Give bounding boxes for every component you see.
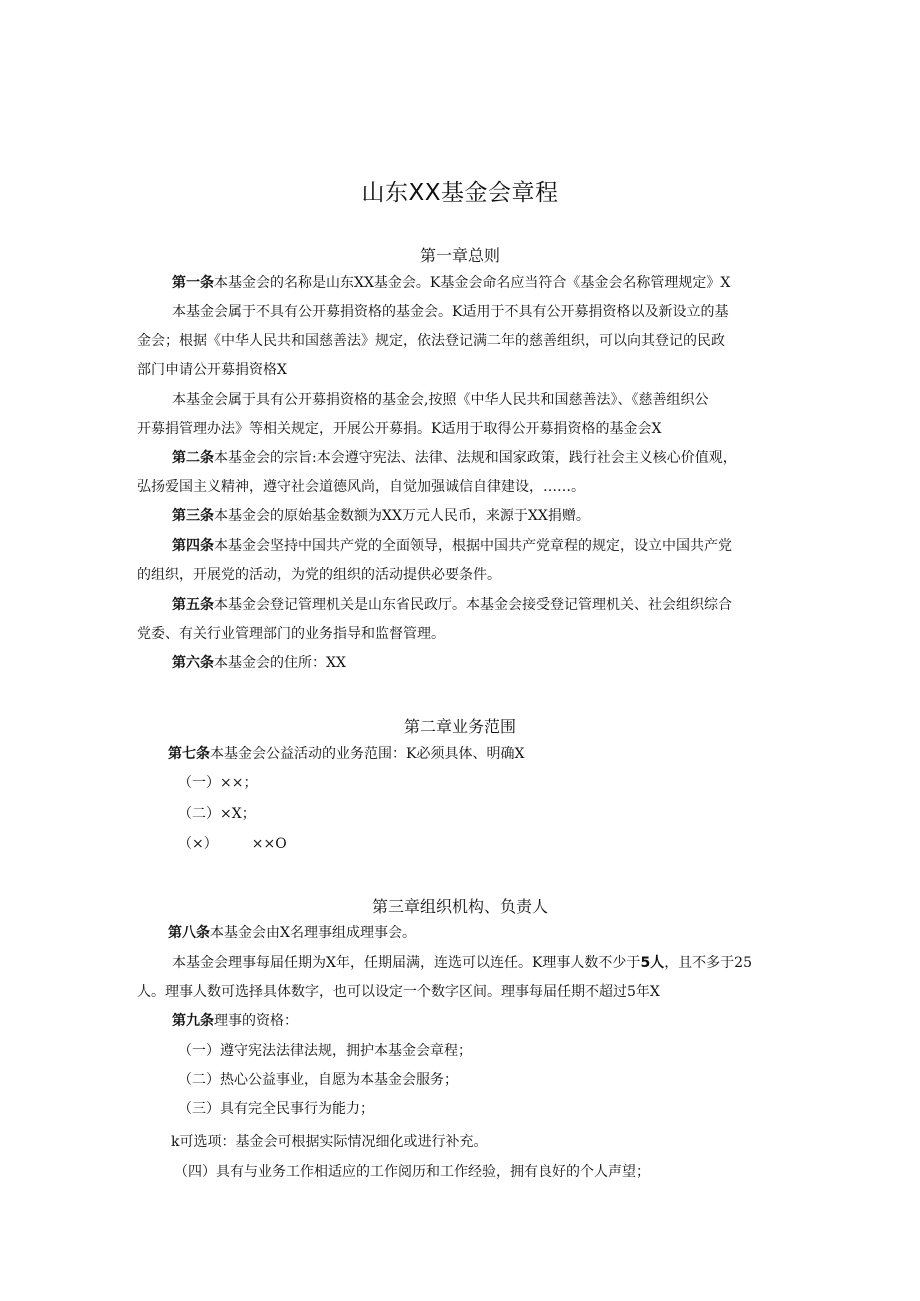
article-1-label: 第一条 [172,275,214,291]
article-4-text: 本基金会坚持中国共产党的全面领导，根据中国共产党章程的规定，设立中国共产党 [214,538,732,554]
paragraph-line: 人。理事人数可选择具体数字，也可以设定一个数字区间。理事每届任期不超过5年X [137,984,660,1000]
paragraph-line: 开募捐管理办法》等相关规定，开展公开募捐。K适用于取得公开募捐资格的基金会X [137,421,662,437]
paragraph-public-fundraising [137,386,797,444]
document-title: 山东XX基金会章程 [361,180,559,206]
chapter-2-heading: 第二章业务范围 [403,717,516,736]
article-2 [137,444,797,502]
scope-item-1: （一）××； [178,775,258,791]
paragraph-line: 党委、有关行业管理部门的业务指导和监督管理。 [137,626,445,642]
scope-item-2: （二）×X； [178,806,256,822]
article-3-text: 本基金会的原始基金数额为XX万元人民币，来源于XX捐赠。 [214,508,590,524]
article-7-text: 本基金会公益活动的业务范围：K必须具体、明确X [210,746,525,762]
article-2-text: 本基金会的宗旨:本会遵守宪法、法律、法规和国家政策，践行社会主义核心价值观， [214,450,737,466]
article-4-label: 第四条 [172,538,214,554]
paragraph-line: 弘扬爱国主义精神，遵守社会道德风尚，自觉加强诚信自律建设，……。 [137,479,585,495]
article-8-label: 第八条 [168,925,210,941]
chapter-3-heading: 第三章组织机构、负责人 [371,897,548,916]
paragraph-board-term [137,949,797,1007]
article-4 [137,532,797,590]
article-1-text: 本基金会的名称是山东XX基金会。K基金会命名应当符合《基金会名称管理规定》X [214,275,731,291]
qualification-item-1: （一）遵守宪法法律法规，拥护本基金会章程； [178,1043,472,1059]
article-2-label: 第二条 [172,450,214,466]
article-6 [137,649,797,678]
paragraph-line: 金会；根据《中华人民共和国慈善法》规定，依法登记满二年的慈善组织，可以向其登记的民政 [137,333,725,349]
article-6-label: 第六条 [172,655,214,671]
board-min-count: 5人 [640,955,665,971]
article-5 [137,591,797,649]
qualification-item-4: （四）具有与业务工作相适应的工作阅历和工作经验，拥有良好的个人声望； [174,1164,650,1180]
article-5-label: 第五条 [172,597,214,613]
article-9-text: 理事的资格： [214,1013,298,1029]
article-1 [137,269,797,298]
article-7 [137,740,797,769]
scope-item-3 [178,833,287,855]
article-7-label: 第七条 [168,746,210,762]
qualification-item-3: （三）具有完全民事行为能力； [178,1101,374,1117]
article-6-text: 本基金会的住所：XX [214,655,346,671]
paragraph-line: 本基金会属于具有公开募捐资格的基金会,按照《中华人民共和国慈善法》、《慈善组织公 [172,392,709,408]
chapter-1-heading: 第一章总则 [419,246,500,265]
paragraph-line: 本基金会属于不具有公开募捐资格的基金会。K适用于不具有公开募捐资格以及新设立的基 [172,304,729,320]
article-3 [137,502,797,531]
article-5-text: 本基金会登记管理机关是山东省民政厅。本基金会接受登记管理机关、社会组织综合 [214,597,732,613]
article-3-label: 第三条 [172,508,214,524]
article-8-text: 本基金会由X名理事组成理事会。 [210,925,416,941]
article-9-label: 第九条 [172,1013,214,1029]
scope-item-3-text: ××O [251,836,287,852]
paragraph-no-public-fundraising [137,298,797,385]
paragraph-line: 本基金会理事每届任期为X年，任期届满，连选可以连任。K理事人数不少于 [172,955,641,971]
paragraph-line: 的组织，开展党的活动，为党的组织的活动提供必要条件。 [137,567,501,583]
article-8 [137,919,797,948]
optional-note: k可选项：基金会可根据实际情况细化或进行补充。 [171,1134,488,1150]
qualification-item-2: （二）热心公益事业，自愿为本基金会服务； [178,1072,458,1088]
article-9 [137,1007,797,1036]
paragraph-line: ，且不多于25 [664,955,753,971]
paragraph-line: 部门申请公开募捐资格X [137,362,287,378]
scope-item-3-prefix: （×） [178,836,218,852]
